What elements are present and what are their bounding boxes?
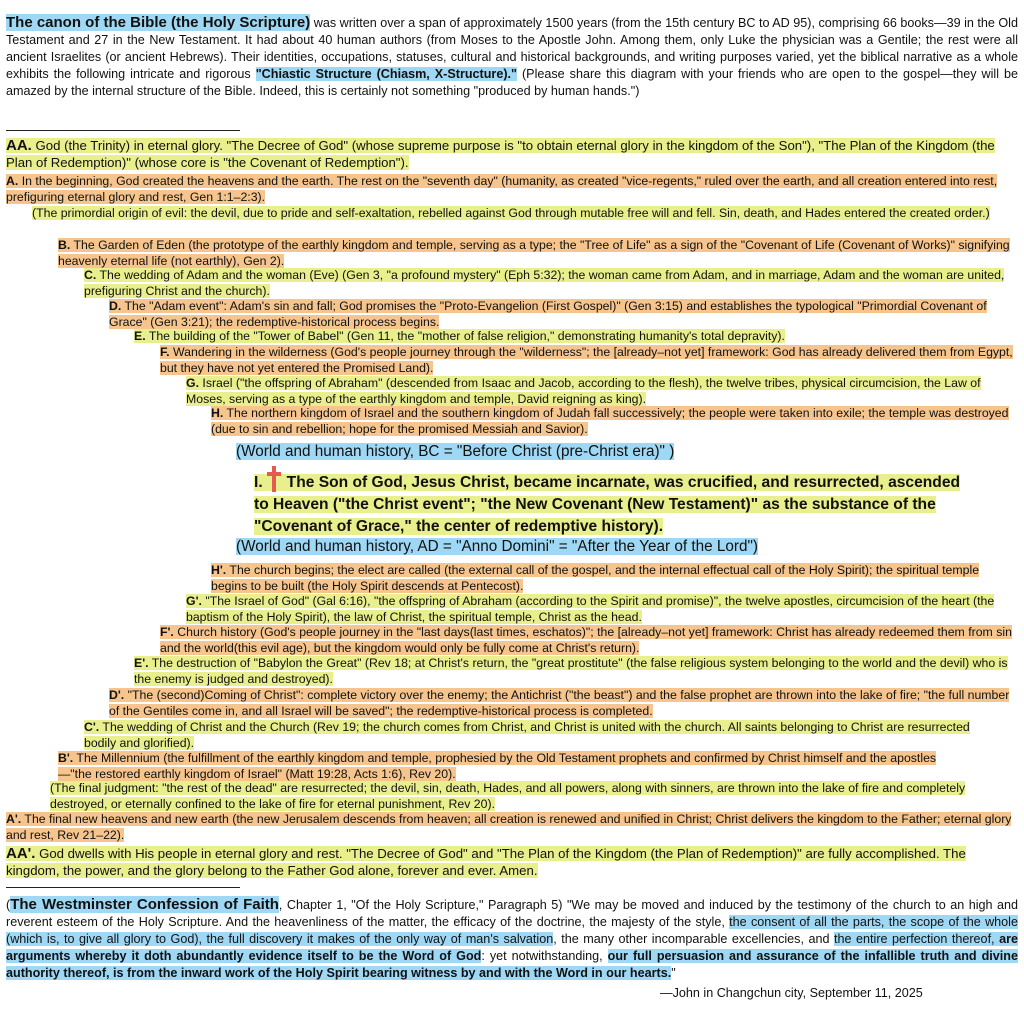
intro-paragraph (6, 14, 1018, 100)
intro-body: was written over a span of approximately 1500 years (from the 15th century BC to AD 95), comprising 66 books—39 in the Old Testament and 27 in the New Testament. It had about 40 human authors (from Moses to the Apostle John. Among them, only Luke the physician was a Gentile; the rest were all ancient Israelites (or ancient Hebrews). Their identities, occupations, statuses, cultural and historical backgrounds, and writing purposes varied, yet the biblical narrative as a whole exhibits the following intricate and rigorous (6, 16, 1018, 81)
wcf-highlight-3: are arguments whereby it doth abundantly evidence itself to be the Word of God (6, 932, 1018, 963)
item-label: I. (254, 474, 263, 491)
item-text: The northern kingdom of Israel and the southern kingdom of Judah fall successively; the people were taken into exile; the temple was destroyed (due to sin and rebellion; hope for the promised Messiah and Savior). (211, 406, 1009, 436)
chiasm-item-E (134, 328, 1014, 344)
wcf-text-1: , Chapter 1, "Of the Holy Scripture," Paragraph 5) "We may be moved and induced by the testimony of the church to an high and reverent esteem of the Holy Scripture. And the heavenliness of the matter, the efficacy of the doctrine, the majesty of the style, (6, 898, 1019, 929)
item-text: "The (second)Coming of Christ": complete victory over the enemy; the Antichrist ("the beast") and the false prophet are thrown into the lake of fire; "the full number of the Gentiles come in, and all Israel will be saved"; the redemptive-historical process is completed. (109, 688, 1010, 718)
item-text: God dwells with His people in eternal glory and rest. "The Decree of God" and "The Plan of the Kingdom (the Plan of Redemption)" are fully accomplished. The kingdom, the power, and the glory belong to the Father God alone, forever and ever. Amen. (6, 846, 966, 878)
signature-text: —John in Changchun city, September 11, 2025 (660, 986, 923, 1000)
item-text: The wedding of Adam and the woman (Eve) (Gen 3, "a profound mystery" (Eph 5:32); the woman came from Adam, and in marriage, Adam and the woman are united, prefiguring Christ and the church). (84, 268, 1005, 298)
item-text: "The Israel of God" (Gal 6:16), "the offspring of Abraham (according to the Spirit and promise)", the twelve apostles, circumcision of the heart (the baptism of the Holy Spirit), the law of Christ, the spiritual temple, Christ as the head. (186, 594, 995, 624)
chiasm-item-B-prime (58, 750, 968, 782)
chiasm-item-G (186, 375, 1018, 407)
chiasm-item-F (160, 344, 1018, 376)
westminster-quote (6, 896, 1018, 982)
chiasm-item-H-prime (211, 562, 1011, 594)
item-label: H'. (211, 563, 227, 577)
item-label: E'. (134, 656, 149, 670)
item-text: The "Adam event": Adam's sin and fall; God promises the "Proto-Evangelion (First Gospel)" (Gen 3:15) and establishes the typological "Primordial Covenant of Grace" (Gen 3:21); the redemptive-historical process begins. (109, 299, 987, 329)
wcf-text-2: , the many other incomparable excellencies, and (553, 932, 835, 946)
chiasm-item-A (6, 173, 1018, 205)
divider-bottom (6, 887, 240, 888)
item-text: Wandering in the wilderness (God's people journey through the "wilderness"; the [already–not yet] framework: God has already delivered them from Egypt, but they have not yet entered the Promised Land). (160, 345, 1013, 375)
chiasm-item-H (211, 405, 1018, 437)
item-text: The wedding of Christ and the Church (Rev 19; the church comes from Christ, and Christ is united with the church. All saints belonging to Christ are resurrected bodily and glorified). (84, 720, 970, 750)
item-text: (The primordial origin of evil: the devil, due to pride and self-exaltation, rebelled against God through mutable free will and fell. Sin, death, and Hades entered the created order.) (32, 206, 990, 220)
item-label: B'. (58, 751, 74, 765)
wcf-text-3: : yet notwithstanding, (481, 949, 608, 963)
item-text: The final new heavens and new earth (the new Jerusalem descends from heaven; all creation is renewed and unified in Christ; Christ delivers the kingdom to the Father; eternal glory and rest, Rev 21–22). (6, 812, 1012, 842)
item-text: God (the Trinity) in eternal glory. "The Decree of God" (whose supreme purpose is "to obtain eternal glory in the kingdom of the Son"), "The Plan of the Kingdom (the Plan of Redemption)" (whose core is "the Covenant of Redemption"). (6, 138, 995, 170)
era-ad-banner (236, 537, 1016, 557)
era-bc-banner (236, 442, 1016, 462)
intro-title: The canon of the Bible (the Holy Scripture) (6, 14, 311, 31)
item-text: The destruction of "Babylon the Great" (Rev 18; at Christ's return, the "great prostitute" (the false religious system belonging to the world and the devil) who is the enemy is judged and destroyed). (134, 656, 1008, 686)
intro-tail: (Please share this diagram with your friends who are open to the gospel—they will be amazed by the internal structure of the Bible. Indeed, this is certainly not something "produced by human hands.") (6, 67, 1018, 98)
signature (660, 985, 1000, 1002)
item-label: D. (109, 299, 122, 313)
item-label: B. (58, 238, 71, 252)
chiasm-item-G-prime (186, 593, 1012, 625)
item-label: A. (6, 174, 19, 188)
item-text: The Son of God, Jesus Christ, became incarnate, was crucified, and resurrected, ascended to Heaven ("the Christ event"; "the New Covenant (New Testament)" as the substance of the "Covenant of Grace," the center of redemptive history). (254, 474, 961, 535)
item-label: H. (211, 406, 224, 420)
chiasm-item-AA-prime (6, 845, 1018, 879)
item-text: (The final judgment: "the rest of the dead" are resurrected; the devil, sin, death, Hades, and all powers, along with sinners, are thrown into the lake of fire and completely destroyed, or eternally confined to the lake of fire for eternal punishment, Rev 20). (50, 781, 966, 811)
wcf-highlight-4: our full persuasion and assurance of the infallible truth and divine authority thereof, is from the inward work of the Holy Spirit bearing witness by and with the Word in our hearts. (6, 949, 1019, 980)
item-label: C. (84, 268, 97, 282)
chiasm-item-AA (6, 137, 1018, 171)
wcf-open: ( (6, 898, 11, 912)
item-text: The building of the "Tower of Babel" (Gen 11, the "mother of false religion," demonstrating humanity's total depravity). (145, 329, 785, 343)
chiasm-item-F-prime (160, 624, 1018, 656)
item-label: G'. (186, 594, 202, 608)
item-label: F'. (160, 625, 174, 639)
item-label: AA. (6, 137, 32, 154)
chiasm-item-E-prime (134, 655, 1018, 687)
item-text: Israel ("the offspring of Abraham" (descended from Isaac and Jacob, according to the flesh), the twelve tribes, physical circumcision, the Law of Moses, serving as a type of the earthly kingdom and temple, David reigning as king). (186, 376, 981, 406)
chiasm-item-D-prime (109, 687, 1018, 719)
item-text: The church begins; the elect are called (the external call of the gospel, and the internal effectual call of the Holy Spirit); the spiritual temple begins to be built (the Holy Spirit descends at Pentecost). (211, 563, 980, 593)
chiasm-item-C-prime (84, 719, 984, 751)
chiasm-item-D (109, 298, 994, 330)
wcf-highlight-1: the consent of all the parts, the scope of the whole (which is, to give all glory to God), the full discovery it makes of the only way of man's salvation (6, 915, 1018, 946)
item-label: F. (160, 345, 170, 359)
item-text: The Garden of Eden (the prototype of the earthly kingdom and temple, serving as a type; the "Tree of Life" as a sign of the "Covenant of Life (Covenant of Works)" signifying heavenly eternal life (not earthly), Gen 2). (58, 238, 1010, 268)
item-text: The Millennium (the fulfillment of the earthly kingdom and temple, prophesied by the Old Testament prophets and confirmed by Christ himself and the apostles—"the restored earthly kingdom of Israel" (Matt 19:28, Acts 1:6), Rev 20). (58, 751, 937, 781)
chiasm-item-I-center (254, 466, 966, 538)
chiasm-item-A-prime (6, 811, 1018, 843)
item-label: D'. (109, 688, 125, 702)
wcf-text-4: " (671, 966, 676, 980)
item-label: E. (134, 329, 146, 343)
item-label: AA'. (6, 845, 36, 862)
item-label: A'. (6, 812, 22, 826)
chiasm-item-C (84, 267, 1018, 299)
item-label: C'. (84, 720, 100, 734)
item-text: In the beginning, God created the heavens and the earth. The rest on the "seventh day" (humanity, as created "vice-regents," ruled over the earth, and all creation entered into rest, prefiguring eternal glory and rest, Gen 1:1–2:3). (6, 174, 998, 204)
era-ad-text: (World and human history, AD = "Anno Domini" = "After the Year of the Lord") (236, 538, 758, 555)
item-text: Church history (God's people journey in the "last days(last times, eschatos)"; the [already–not yet] framework: Christ has already redeemed them from sin and the world(this evil age), but the kingdom would only be fully come at Christ's return). (160, 625, 1012, 655)
item-label: G. (186, 376, 199, 390)
chiasm-item-fall-of-evil (32, 205, 1012, 221)
chiasm-item-final-judgment (50, 780, 984, 812)
chiasm-item-B (58, 237, 1018, 269)
era-bc-text: (World and human history, BC = "Before Christ (pre-Christ era)" ) (236, 443, 675, 460)
cross-icon (267, 466, 281, 492)
wcf-title: The Westminster Confession of Faith (10, 896, 279, 913)
intro-chiasm: "Chiastic Structure (Chiasm, X-Structure)." (255, 67, 517, 81)
divider-top (6, 130, 240, 131)
wcf-highlight-2: the entire perfection thereof, (834, 932, 1000, 946)
